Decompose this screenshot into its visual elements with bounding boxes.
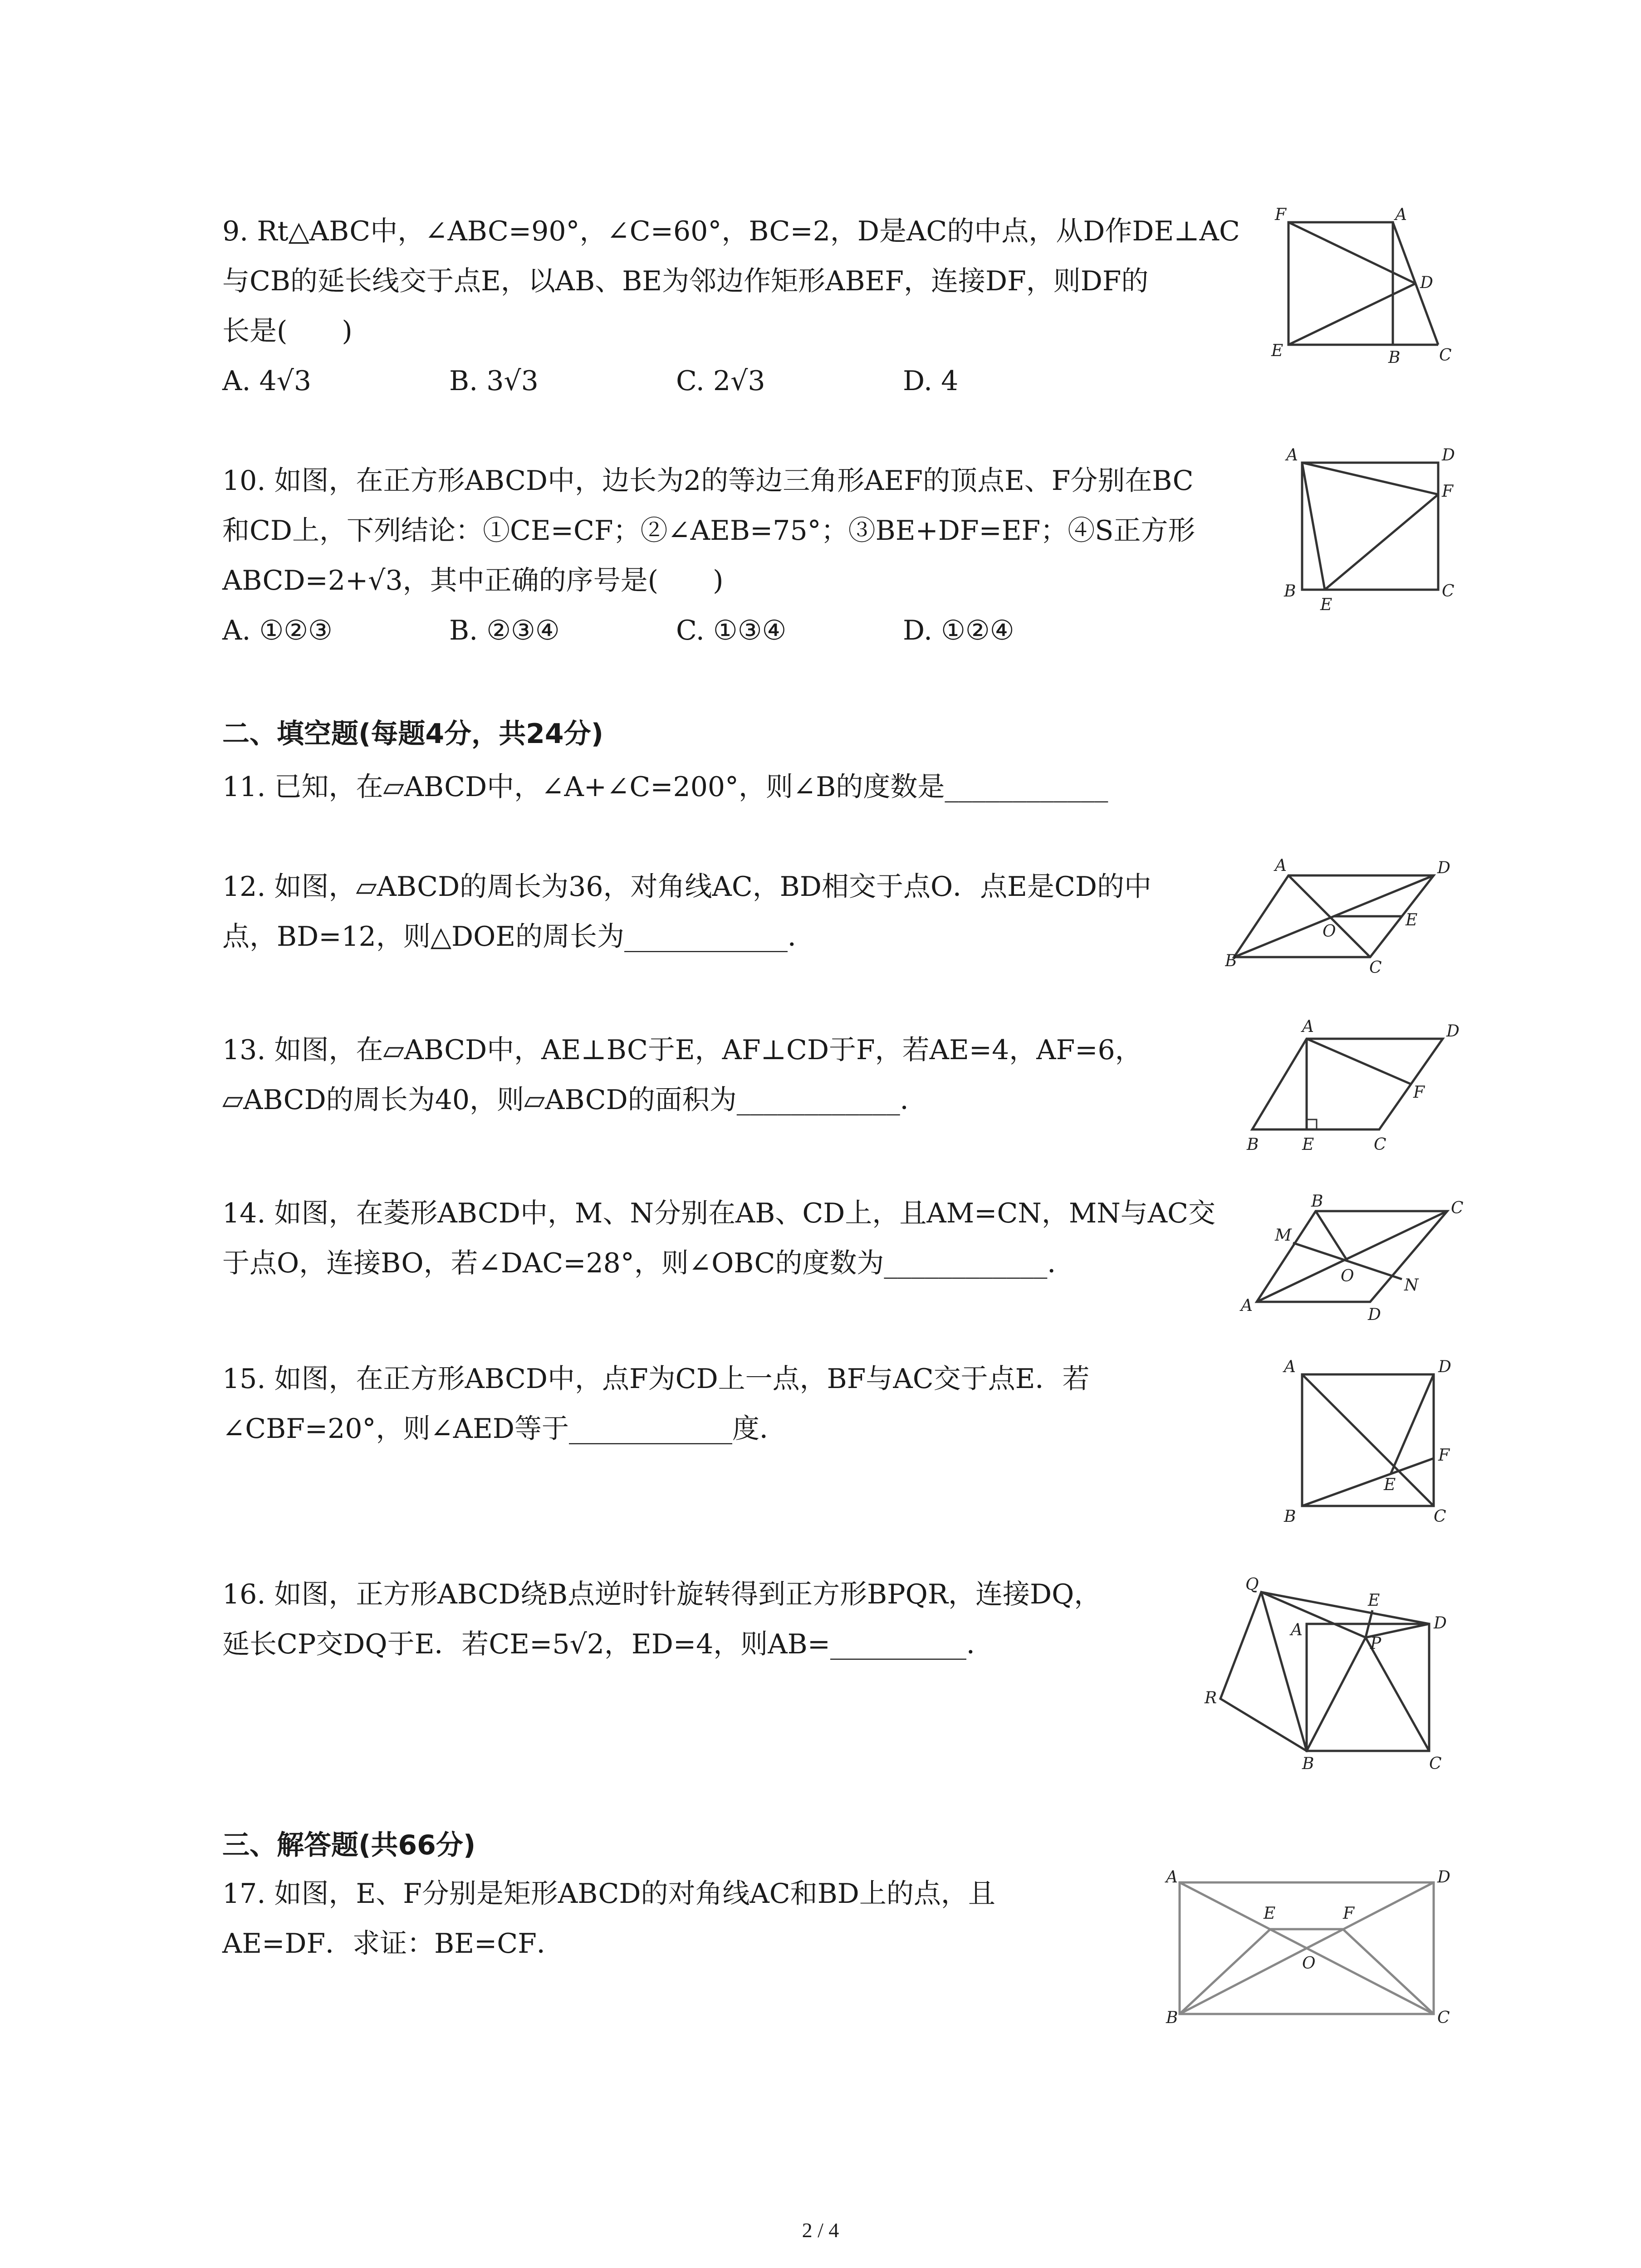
q9-label-d: D — [1420, 274, 1433, 292]
q14-line1: 14. 如图，在菱形ABCD中，M、N分别在AB、CD上，且AM=CN，MN与AC交 — [222, 1198, 1216, 1229]
q16-figure — [1189, 1574, 1461, 1783]
q10-option-b: B. ②③④ — [449, 615, 560, 646]
q14-segment-bo — [1316, 1211, 1347, 1261]
q9-label-c: C — [1439, 346, 1452, 365]
q15-label-d: D — [1438, 1358, 1451, 1376]
q15-label-e: E — [1384, 1476, 1396, 1494]
q9-label-e: E — [1271, 342, 1283, 360]
q15-line2: ∠CBF=20°，则∠AED等于____________度． — [222, 1413, 787, 1445]
q16-line2: 延长CP交DQ于E．若CE=5√2，ED=4，则AB=__________． — [222, 1628, 994, 1660]
question-13 — [222, 1025, 1266, 1125]
q10-option-a: A. ①②③ — [222, 615, 333, 646]
q16-label-p: P — [1370, 1634, 1381, 1653]
q16-label-b: B — [1302, 1755, 1314, 1773]
q9-segment-de — [1288, 284, 1416, 345]
q9-label-f: F — [1275, 205, 1286, 224]
q14-label-n: N — [1404, 1276, 1419, 1295]
q10-segment-ef — [1325, 494, 1438, 590]
q10-label-d: D — [1442, 446, 1455, 464]
q17-label-o: O — [1302, 1954, 1316, 1973]
q15-label-c: C — [1434, 1507, 1446, 1526]
q9-option-b: B. 3√3 — [449, 365, 539, 397]
question-9 — [222, 206, 1266, 406]
q13-label-c: C — [1374, 1135, 1386, 1154]
q12-label-a: A — [1275, 856, 1287, 875]
q16-square-bpqr — [1220, 1592, 1366, 1751]
q10-label-b: B — [1284, 582, 1296, 601]
section-2-heading: 二、填空题(每题4分，共24分) — [222, 718, 604, 750]
q17-label-b: B — [1166, 2009, 1178, 2027]
question-11 — [222, 762, 1266, 812]
q15-segment-de — [1391, 1374, 1434, 1474]
q16-segment-cp — [1366, 1637, 1429, 1751]
q10-options — [222, 606, 1266, 655]
q17-label-d: D — [1437, 1868, 1450, 1887]
q16-label-e: E — [1368, 1591, 1380, 1610]
q15-line1: 15. 如图，在正方形ABCD中，点F为CD上一点，BF与AC交于点E．若 — [222, 1363, 1090, 1395]
q15-label-a: A — [1284, 1358, 1296, 1376]
question-17 — [222, 1869, 1266, 1969]
q9-label-a: A — [1395, 205, 1407, 224]
q13-label-f: F — [1413, 1083, 1425, 1102]
q17-label-e: E — [1264, 1904, 1276, 1923]
question-16 — [222, 1569, 1266, 1669]
q16-label-c: C — [1429, 1755, 1442, 1773]
q10-label-e: E — [1320, 596, 1332, 614]
q9-line3: 长是( ) — [222, 315, 353, 347]
q14-line2: 于点O，连接BO，若∠DAC=28°，则∠OBC的度数为____________． — [222, 1247, 1075, 1279]
question-10 — [222, 456, 1266, 655]
q13-label-b: B — [1247, 1135, 1259, 1154]
q13-right-angle-e — [1307, 1119, 1317, 1129]
q15-segment-bf — [1302, 1458, 1434, 1506]
q16-label-d: D — [1434, 1614, 1447, 1633]
q9-line1: 9. Rt△ABC中，∠ABC=90°，∠C=60°，BC=2，D是AC的中点，从D作DE⊥AC — [222, 215, 1240, 247]
q17-segment-be — [1180, 1929, 1270, 2014]
q13-label-a: A — [1302, 1017, 1314, 1036]
q9-rectangle-abef — [1288, 222, 1393, 345]
q15-diagonal-ac — [1302, 1374, 1434, 1506]
q9-options — [222, 356, 1266, 406]
q11-line1: 11. 已知，在▱ABCD中，∠A+∠C=200°，则∠B的度数是____________ — [222, 771, 1108, 803]
question-14 — [222, 1188, 1266, 1288]
q9-option-a: A. 4√3 — [222, 365, 312, 397]
q9-label-b: B — [1388, 348, 1401, 367]
q9-option-d: D. 4 — [903, 365, 959, 397]
q17-label-f: F — [1343, 1904, 1354, 1923]
q14-label-a: A — [1241, 1296, 1253, 1315]
q16-label-a: A — [1291, 1621, 1303, 1639]
q17-label-c: C — [1437, 2009, 1450, 2027]
q13-segment-af — [1307, 1039, 1411, 1084]
q12-label-d: D — [1437, 859, 1450, 877]
q10-option-c: C. ①③④ — [676, 615, 787, 646]
q12-label-b: B — [1225, 952, 1237, 970]
q10-line3: ABCD=2+√3，其中正确的序号是( ) — [222, 565, 724, 596]
q12-figure — [1225, 853, 1479, 980]
question-15 — [222, 1354, 1266, 1454]
q13-line1: 13. 如图，在▱ABCD中，AE⊥BC于E，AF⊥CD于F，若AE=4，AF=6， — [222, 1034, 1142, 1066]
page-number: 2 / 4 — [802, 2219, 839, 2242]
section-3-heading: 三、解答题(共66分) — [222, 1829, 476, 1861]
q9-figure — [1261, 200, 1461, 381]
q10-segment-af — [1302, 463, 1438, 494]
q16-label-r: R — [1205, 1689, 1217, 1707]
q15-figure — [1275, 1352, 1465, 1533]
q17-figure — [1152, 1860, 1461, 2032]
q9-line2: 与CB的延长线交于点E，以AB、BE为邻边作矩形ABEF，连接DF，则DF的 — [222, 265, 1149, 297]
q13-label-e: E — [1302, 1135, 1314, 1154]
q16-line1: 16. 如图，正方形ABCD绕B点逆时针旋转得到正方形BPQR，连接DQ， — [222, 1579, 1102, 1610]
q12-label-o: O — [1323, 922, 1336, 941]
q12-label-c: C — [1369, 958, 1382, 977]
q13-label-d: D — [1446, 1022, 1460, 1041]
q10-label-a: A — [1286, 446, 1298, 464]
q14-label-d: D — [1368, 1305, 1381, 1324]
q10-label-c: C — [1442, 582, 1455, 601]
q17-line1: 17. 如图，E、F分别是矩形ABCD的对角线AC和BD上的点，且 — [222, 1878, 995, 1910]
q15-label-b: B — [1284, 1507, 1296, 1526]
q16-label-q: Q — [1245, 1575, 1259, 1594]
q14-label-o: O — [1341, 1267, 1354, 1286]
q10-option-d: D. ①②④ — [903, 615, 1014, 646]
q17-segment-cf — [1343, 1929, 1434, 2014]
q14-label-b: B — [1311, 1192, 1323, 1211]
q13-figure — [1234, 1012, 1470, 1157]
q10-label-f: F — [1442, 482, 1453, 501]
q14-figure — [1239, 1188, 1474, 1325]
q9-option-c: C. 2√3 — [676, 365, 765, 397]
q14-label-c: C — [1451, 1199, 1464, 1217]
q14-label-m: M — [1275, 1226, 1292, 1245]
q17-line2: AE=DF．求证：BE=CF． — [222, 1928, 564, 1960]
q12-label-e: E — [1406, 911, 1418, 929]
q17-label-a: A — [1166, 1868, 1178, 1887]
q10-figure — [1270, 445, 1470, 617]
q12-line1: 12. 如图，▱ABCD的周长为36，对角线AC，BD相交于点O．点E是CD的中 — [222, 871, 1151, 903]
question-12 — [222, 862, 1266, 962]
q13-line2: ▱ABCD的周长为40，则▱ABCD的面积为____________． — [222, 1084, 927, 1116]
q16-segment-dq — [1261, 1592, 1429, 1624]
q12-line2: 点，BD=12，则△DOE的周长为____________． — [222, 921, 815, 953]
q10-line1: 10. 如图，在正方形ABCD中，边长为2的等边三角形AEF的顶点E、F分别在BC — [222, 465, 1194, 497]
q10-line2: 和CD上，下列结论：①CE=CF；②∠AEB=75°；③BE+DF=EF；④S正方形 — [222, 515, 1195, 547]
q15-label-f: F — [1438, 1446, 1450, 1465]
q10-segment-ae — [1302, 463, 1325, 590]
